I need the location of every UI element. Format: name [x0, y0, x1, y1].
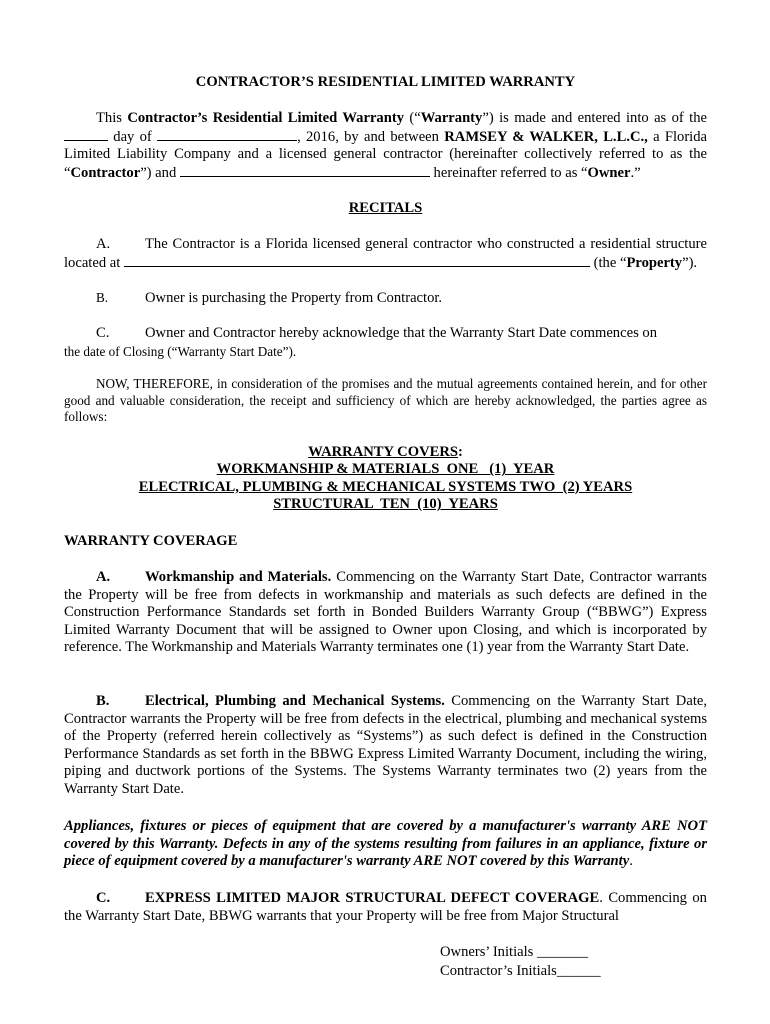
owners-initials[interactable]: Owners’ Initials _______	[440, 944, 589, 960]
warranty-coverage-heading: WARRANTY COVERAGE	[64, 533, 238, 549]
recitals-heading: RECITALS	[348, 200, 423, 216]
property-address-blank[interactable]	[124, 254, 590, 267]
coverage-c: C. EXPRESS LIMITED MAJOR STRUCTURAL DEFECT COVERAGE. Commencing on the Warranty Start Date, BBWG warrants that your Property will be free from Major Structural	[64, 890, 707, 924]
covers-structural: STRUCTURAL TEN (10) YEARS	[273, 496, 498, 513]
coverage-b: B. Electrical, Plumbing and Mechanical Systems. Commencing on the Warranty Start Date, Contractor warrants the Property will be free from defects in the electrical, plumbing and mechanical systems of the Property (referred herein collectively as “Systems”) as such defect is defined in the Construction Performance Standards as set forth in the BBWG Express Limited Warranty Document, including the wiring, piping and ductwork portions of the Systems. The Systems Warranty terminates two (2) years from the Warranty Start Date.	[64, 693, 707, 797]
recital-b: B. Owner is purchasing the Property from Contractor.	[96, 290, 443, 306]
warranty-covers-heading: WARRANTY COVERS:	[308, 444, 463, 460]
contractors-initials[interactable]: Contractor’s Initials______	[440, 963, 601, 979]
month-blank[interactable]	[157, 128, 297, 141]
intro-paragraph: This Contractor’s Residential Limited Warranty (“Warranty”) is made and entered into as of the day of , 2016, by and between RAMSEY & WALKER, L.L.C., a Florida Limited Liability Company and a licensed general contractor (hereinafter collectively referred to as the “Contractor”) and hereinafter referred to as “Owner.”	[64, 110, 708, 181]
owner-name-blank[interactable]	[180, 164, 430, 177]
recital-c-continued: the date of Closing (“Warranty Start Date”).	[64, 344, 297, 359]
appliances-notice: Appliances, fixtures or pieces of equipment that are covered by a manufacturer's warranty ARE NOT covered by this Warranty. Defects in any of the systems resulting from failures in an appliance, fixture or piece of equipment covered by a manufacturer's warranty ARE NOT covered by this Warranty.	[64, 818, 707, 870]
coverage-a: A. Workmanship and Materials. Commencing on the Warranty Start Date, Contractor warrants the Property will be free from defects in workmanship and materials as such defects are defined in the Construction Performance Standards set forth in Bonded Builders Warranty Group (“BBWG”) Express Limited Warranty Document that will be assigned to Owner upon Closing, and which is incorporated by reference. The Workmanship and Materials Warranty terminates one (1) year from the Warranty Start Date.	[64, 569, 707, 656]
covers-systems: ELECTRICAL, PLUMBING & MECHANICAL SYSTEMS TWO (2) YEARS	[138, 478, 633, 495]
document-title: CONTRACTOR’S RESIDENTIAL LIMITED WARRANTY	[195, 74, 576, 90]
day-blank[interactable]	[64, 128, 108, 141]
recital-a: A. The Contractor is a Florida licensed general contractor who constructed a residential structure located at (the “Property”).	[64, 236, 707, 271]
now-therefore-paragraph: NOW, THEREFORE, in consideration of the promises and the mutual agreements contained herein, and for other good and valuable consideration, the receipt and sufficiency of which are hereby acknowledged, the parties agree as follows:	[64, 376, 707, 425]
covers-workmanship: WORKMANSHIP & MATERIALS ONE (1) YEAR	[216, 461, 555, 478]
warranty-covers-block	[64, 444, 707, 514]
recital-c: C. Owner and Contractor hereby acknowledge that the Warranty Start Date commences on	[96, 325, 657, 341]
